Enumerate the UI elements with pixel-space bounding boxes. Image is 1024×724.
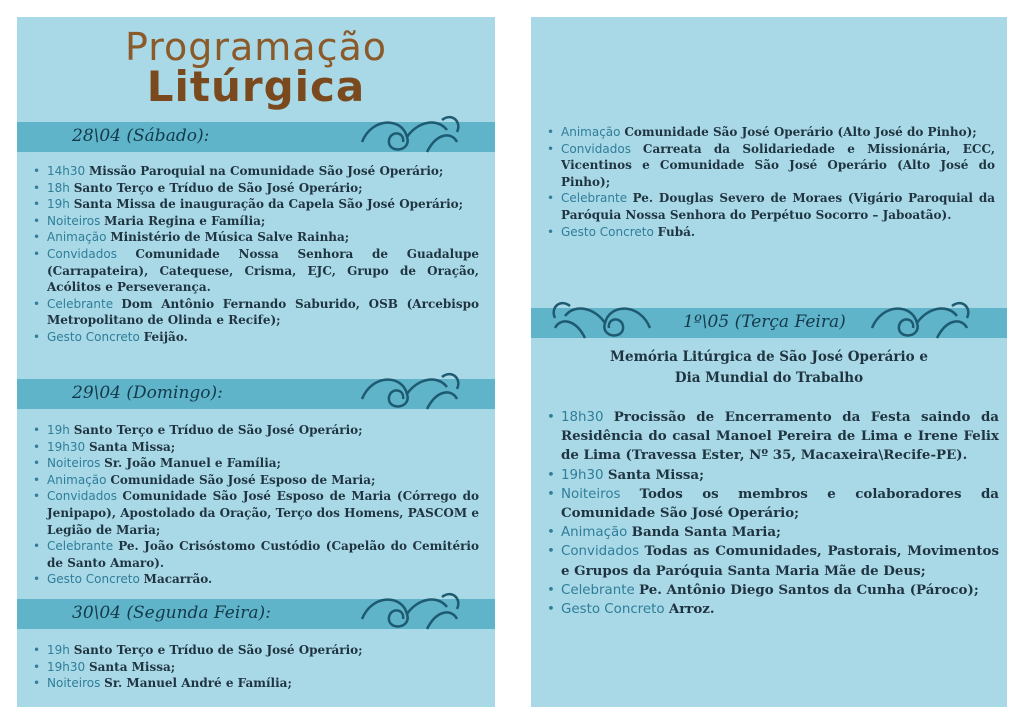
day-band-01-05	[531, 308, 1007, 338]
list-item: • Convidados Carreata da Solidariedade e Missionária, ECC, Vicentinos e Comunidade São José Operário (Alto José do Pinho);	[545, 141, 995, 191]
memorial-line-2: Dia Mundial do Trabalho	[674, 370, 864, 386]
list-item: • Convidados Todas as Comunidades, Pastorais, Movimentos e Grupos da Paróquia Santa Maria Mãe de Deus;	[545, 542, 999, 580]
day-heading: 28\04 (Sábado):	[72, 126, 210, 146]
title-line-2: Litúrgica	[146, 62, 366, 111]
list-item: • Noiteiros Sr. João Manuel e Família;	[31, 455, 479, 472]
list-item: • Noiteiros Sr. Manuel André e Família;	[31, 675, 479, 692]
list-item: • 19h30 Santa Missa;	[31, 659, 479, 676]
day-30-list-continued	[545, 124, 995, 240]
list-item: • Convidados Comunidade São José Esposo de Maria (Córrego do Jenipapo), Apostolado da Oração, Terço dos Homens, PASCOM e Legião de Maria;	[31, 488, 479, 538]
list-item: • Celebrante Pe. Antônio Diego Santos da Cunha (Pároco);	[545, 581, 999, 600]
list-item: • 19h Santo Terço e Tríduo de São José Operário;	[31, 642, 479, 659]
list-item: • 19h Santo Terço e Tríduo de São José Operário;	[31, 422, 479, 439]
flourish-ornament-icon	[357, 589, 467, 639]
right-page	[531, 17, 1007, 707]
list-item: • Gesto Concreto Macarrão.	[31, 571, 479, 588]
day-heading: 30\04 (Segunda Feira):	[72, 603, 271, 623]
list-item: • 19h Santa Missa de inauguração da Capela São José Operário;	[31, 196, 479, 213]
day-band-28-04	[17, 122, 495, 152]
list-item: • 19h30 Santa Missa;	[31, 439, 479, 456]
list-item: • Animação Comunidade São José Operário (Alto José do Pinho);	[545, 124, 995, 141]
list-item: • 18h Santo Terço e Tríduo de São José Operário;	[31, 180, 479, 197]
list-item: • 19h30 Santa Missa;	[545, 466, 999, 485]
day-29-list	[31, 422, 479, 588]
list-item: • 14h30 Missão Paroquial na Comunidade São José Operário;	[31, 163, 479, 180]
day-band-29-04	[17, 379, 495, 409]
day-28-list	[31, 163, 479, 346]
list-item: • Animação Comunidade São José Esposo de Maria;	[31, 472, 479, 489]
day-band-30-04	[17, 599, 495, 629]
list-item: • Animação Banda Santa Maria;	[545, 523, 999, 542]
day-heading: 1º\05 (Terça Feira)	[683, 312, 846, 332]
left-page	[17, 17, 495, 707]
title-line-1: Programação	[124, 25, 388, 69]
list-item: • Noiteiros Todos os membros e colaboradores da Comunidade São José Operário;	[545, 485, 999, 523]
list-item: • Gesto Concreto Arroz.	[545, 600, 999, 619]
list-item: • Gesto Concreto Fubá.	[545, 224, 995, 241]
list-item: • Celebrante Dom Antônio Fernando Saburido, OSB (Arcebispo Metropolitano de Olinda e Recife);	[31, 296, 479, 329]
list-item: • Animação Ministério de Música Salve Rainha;	[31, 229, 479, 246]
list-item: • Gesto Concreto Feijão.	[31, 329, 479, 346]
flourish-ornament-right-icon	[867, 298, 977, 348]
list-item: • Celebrante Pe. Douglas Severo de Moraes (Vigário Paroquial da Paróquia Nossa Senhora do Perpétuo Socorro – Jaboatão).	[545, 190, 995, 223]
list-item: • Celebrante Pe. João Crisóstomo Custódio (Capelão do Cemitério de Santo Amaro).	[31, 538, 479, 571]
flourish-ornament-icon	[357, 369, 467, 419]
memorial-line-1: Memória Litúrgica de São José Operário e	[610, 349, 928, 365]
day-heading: 29\04 (Domingo):	[72, 383, 223, 403]
day-01-05-list	[545, 408, 999, 619]
list-item: • 18h30 Procissão de Encerramento da Festa saindo da Residência do casal Manoel Pereira de Lima e Irene Felix de Lima (Travessa Ester, Nº 35, Macaxeira\Recife-PE).	[545, 408, 999, 466]
list-item: • Noiteiros Maria Regina e Família;	[31, 213, 479, 230]
flourish-ornament-left-icon	[545, 298, 655, 348]
list-item: • Convidados Comunidade Nossa Senhora de Guadalupe (Carrapateira), Catequese, Crisma, EJC, Grupo de Oração, Acólitos e Perseverança.	[31, 246, 479, 296]
flourish-ornament-icon	[357, 112, 467, 162]
day-30-list	[31, 642, 479, 692]
